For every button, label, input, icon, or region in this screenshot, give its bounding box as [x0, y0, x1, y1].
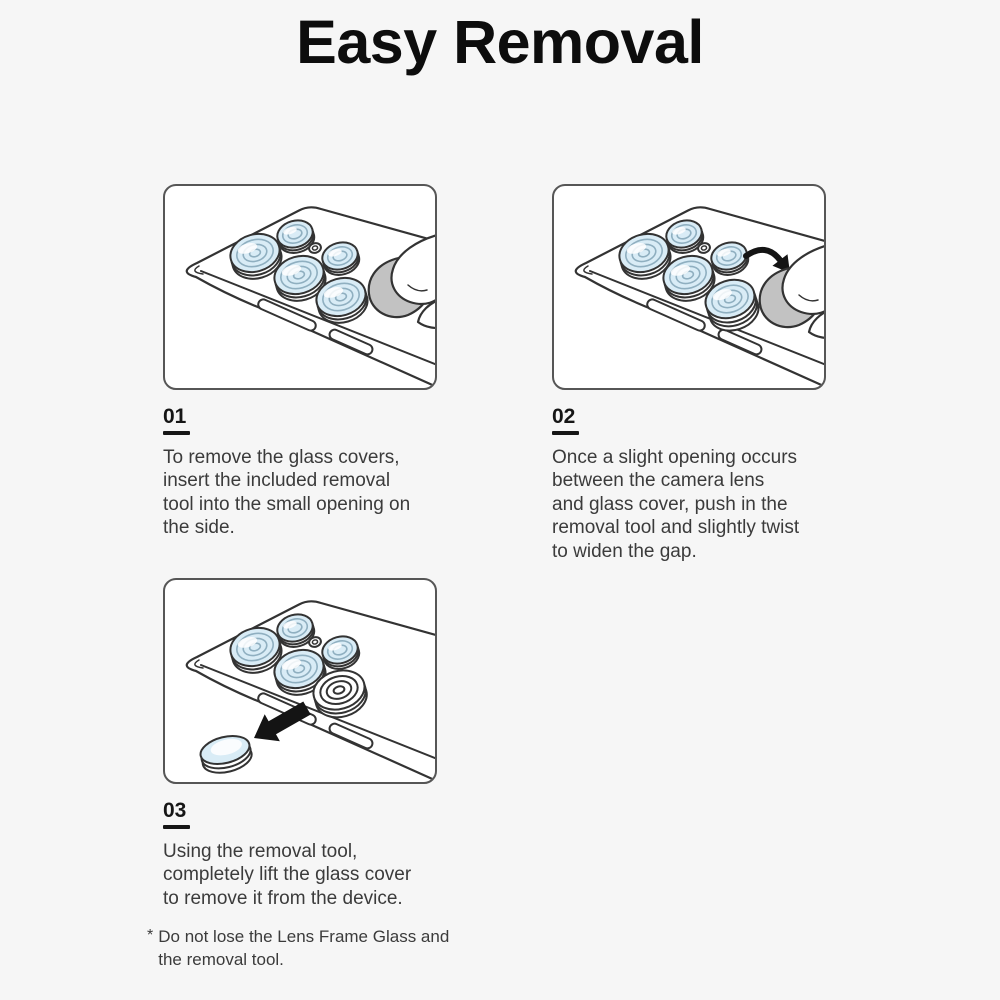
step-1-illustration-panel	[163, 184, 437, 390]
step-1-number: 01	[163, 405, 493, 435]
footnote-asterisk: *	[147, 927, 154, 944]
step-text-line: removal tool and slightly twist	[552, 517, 800, 539]
step-text-line: insert the included removal	[163, 470, 391, 492]
step-1-illustration	[165, 186, 435, 388]
step-2-illustration	[554, 186, 824, 388]
step-1	[163, 184, 493, 540]
step-2	[552, 184, 882, 563]
step-3-text	[163, 840, 493, 911]
step-text-line: Once a slight opening occurs	[552, 446, 798, 468]
step-2-text	[552, 446, 882, 564]
step-2-illustration-panel	[552, 184, 826, 390]
step-text-line: between the camera lens	[552, 470, 765, 492]
step-1-text	[163, 446, 493, 540]
hand-with-removal-tool	[369, 234, 435, 328]
side-button-volume	[646, 298, 707, 332]
step-3-illustration	[165, 580, 435, 782]
step-text-line: Using the removal tool,	[163, 840, 358, 862]
step-text-line: To remove the glass covers,	[163, 446, 400, 468]
step-2-number: 02	[552, 405, 882, 435]
step-text-line: and glass cover, push in the	[552, 493, 788, 515]
step-text-line: tool into the small opening on	[163, 493, 411, 515]
step-3-number: 03	[163, 799, 493, 829]
step-text-line: the side.	[163, 517, 235, 539]
footnote-text	[158, 926, 449, 971]
removed-glass-cover	[198, 731, 255, 777]
step-text-line: to widen the gap.	[552, 540, 697, 562]
page-title: Easy Removal	[296, 8, 704, 76]
step-text-line: completely lift the glass cover	[163, 864, 412, 886]
side-button-volume	[257, 298, 318, 332]
step-text-line: to remove it from the device.	[163, 887, 403, 909]
step-3-illustration-panel	[163, 578, 437, 784]
hand-with-removal-tool	[760, 244, 824, 338]
step-3	[163, 578, 493, 910]
footnote	[147, 926, 449, 971]
footnote-line: the removal tool.	[158, 949, 284, 969]
camera-lens-cluster	[226, 216, 372, 328]
footnote-line: Do not lose the Lens Frame Glass and	[158, 927, 450, 946]
